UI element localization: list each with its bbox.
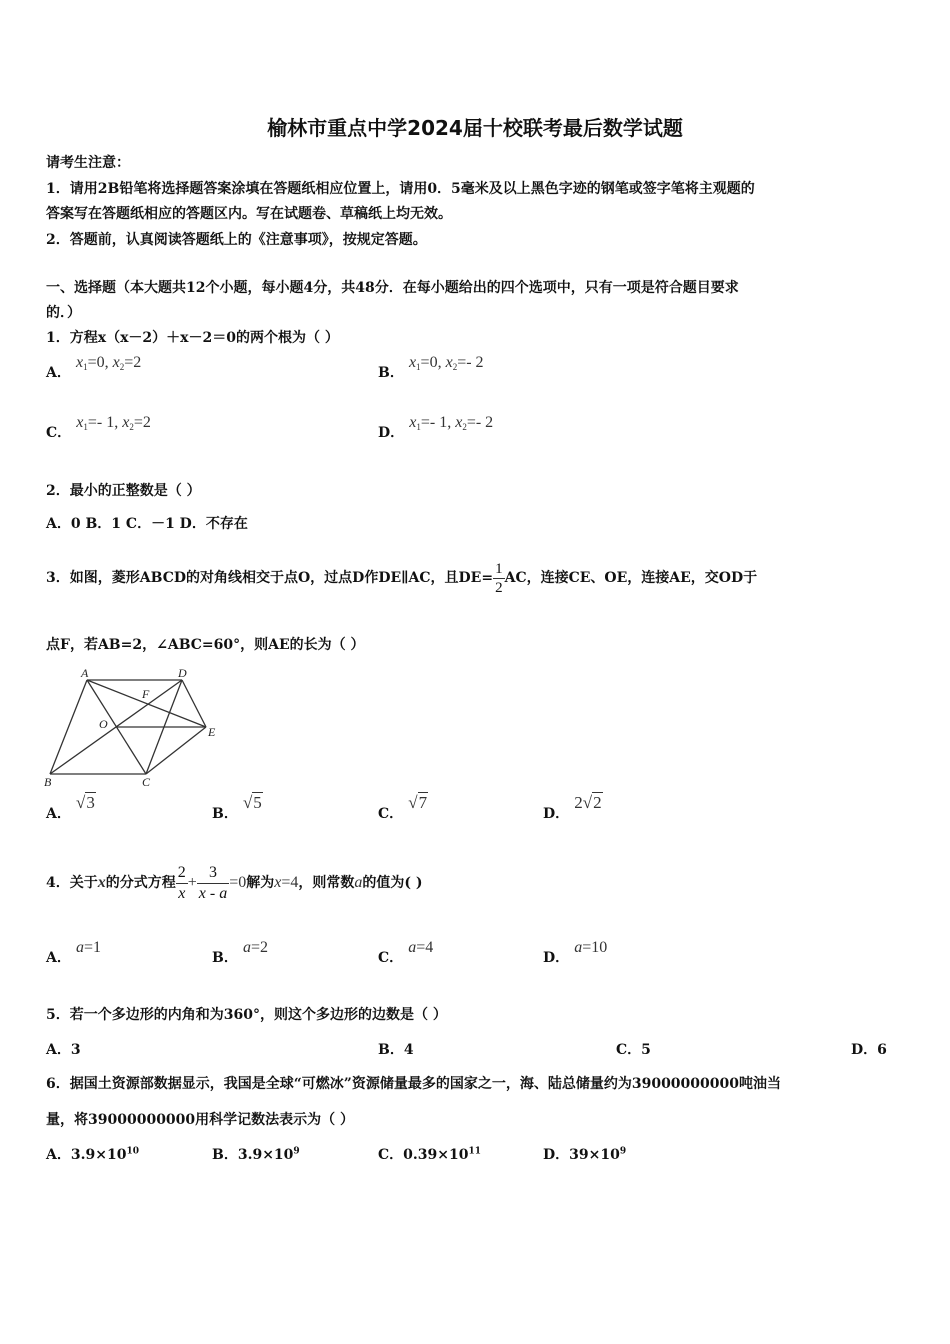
- q1-stem: 1．方程x（x－2）＋x－2＝0的两个根为（ ）: [46, 330, 339, 346]
- notice-line-2: 2．答题前，认真阅读答题纸上的《注意事项》，按规定答题。: [46, 232, 427, 248]
- q6-stem-line2: 量，将39000000000用科学记数法表示为（ ）: [46, 1112, 355, 1128]
- q1-option-b: B． $x_1=0$, $x_2=-$ 2: [378, 354, 484, 381]
- q4-option-c: C． a=4: [378, 939, 434, 966]
- q1-option-d: D． $x_1=-$ 1, $x_2=-$ 2: [378, 414, 494, 441]
- notice-line-1b: 答案写在答题纸相应的答题区内。写在试题卷、草稿纸上均无效。: [46, 206, 452, 222]
- q6-stem-line1: 6．据国土资源部数据显示，我国是全球“可燃冰”资源储量最多的国家之一，海、陆总储量约为39000000000吨油当: [46, 1076, 781, 1092]
- section-heading-line2: 的．）: [46, 305, 81, 321]
- label-o: O: [99, 717, 108, 731]
- q2-options: A．0 B．1 C．－1 D．不存在: [46, 516, 248, 532]
- page-title: 榆林市重点中学2024届十校联考最后数学试题: [267, 116, 683, 140]
- q2-stem: 2．最小的正整数是（ ）: [46, 483, 201, 499]
- q4-fraction-2: $\frac{3}{x - a}$: [198, 863, 228, 902]
- q4-fraction-1: $\frac{2}{x}$: [177, 863, 186, 902]
- q4-stem: 4．关于x的分式方程 $\frac{2}{x}$ + $\frac{3}{x - a}$ =0解为x=4，则常数a的值为( ): [46, 863, 423, 902]
- section-heading-line1: 一、选择题（本大题共12个小题，每小题4分，共48分．在每小题给出的四个选项中，只有一项是符合题目要求: [46, 280, 739, 296]
- q3-option-d: D． 2√2: [543, 793, 602, 822]
- q3-stem-line1: 3．如图，菱形ABCD的对角线相交于点O，过点D作DE∥AC，且DE= $\frac{1}{2}$ AC，连接CE、OE，连接AE，交OD于: [46, 560, 758, 596]
- q4-option-a: A． a=1: [46, 939, 101, 966]
- q3-stem-line2: 点F，若AB=2，∠ABC=60°，则AE的长为（ ）: [46, 637, 365, 653]
- label-b: B: [44, 775, 52, 789]
- q3-option-a: A． √3: [46, 793, 95, 822]
- label-d: D: [178, 666, 187, 680]
- q4-option-d: D． a=10: [543, 939, 608, 966]
- q5-option-c: C．5: [616, 1042, 651, 1058]
- q6-option-b: B．$3.9\times 10^9$: [212, 1146, 300, 1163]
- q5-option-d: D．6: [851, 1042, 887, 1058]
- rhombus-figure: [40, 662, 230, 792]
- q3-fraction: $\frac{1}{2}$: [495, 560, 503, 596]
- q4-option-b: B． a=2: [212, 939, 268, 966]
- q3-option-b: B． √5: [212, 793, 262, 822]
- segment-de: [182, 680, 206, 727]
- q5-option-b: B．4: [378, 1042, 414, 1058]
- segment-ab: [50, 680, 87, 774]
- q6-option-a: A．$3.9\times 10^{10}$: [46, 1146, 139, 1163]
- q6-option-c: C．$0.39\times 10^{11}$: [378, 1146, 481, 1163]
- label-e: E: [208, 725, 216, 739]
- q6-option-d: D．$39\times 10^9$: [543, 1146, 627, 1163]
- label-a: A: [81, 666, 89, 680]
- q1-option-c: C． $x_1=-$ 1, $x_2=2$: [46, 414, 151, 441]
- q5-option-a: A．3: [46, 1042, 81, 1058]
- q3-option-c: C． √7: [378, 793, 428, 822]
- label-c: C: [142, 775, 151, 789]
- notice-line-1a: 1．请用2B铅笔将选择题答案涂填在答题纸相应位置上，请用0．5毫米及以上黑色字迹的钢笔或签字笔将主观题的: [46, 181, 755, 197]
- notice-heading: 请考生注意：: [46, 155, 130, 171]
- q1-option-a: A． $x_1=0$, $x_2=2$: [46, 354, 142, 381]
- label-f: F: [142, 687, 150, 701]
- q5-stem: 5．若一个多边形的内角和为360°，则这个多边形的边数是（ ）: [46, 1007, 447, 1023]
